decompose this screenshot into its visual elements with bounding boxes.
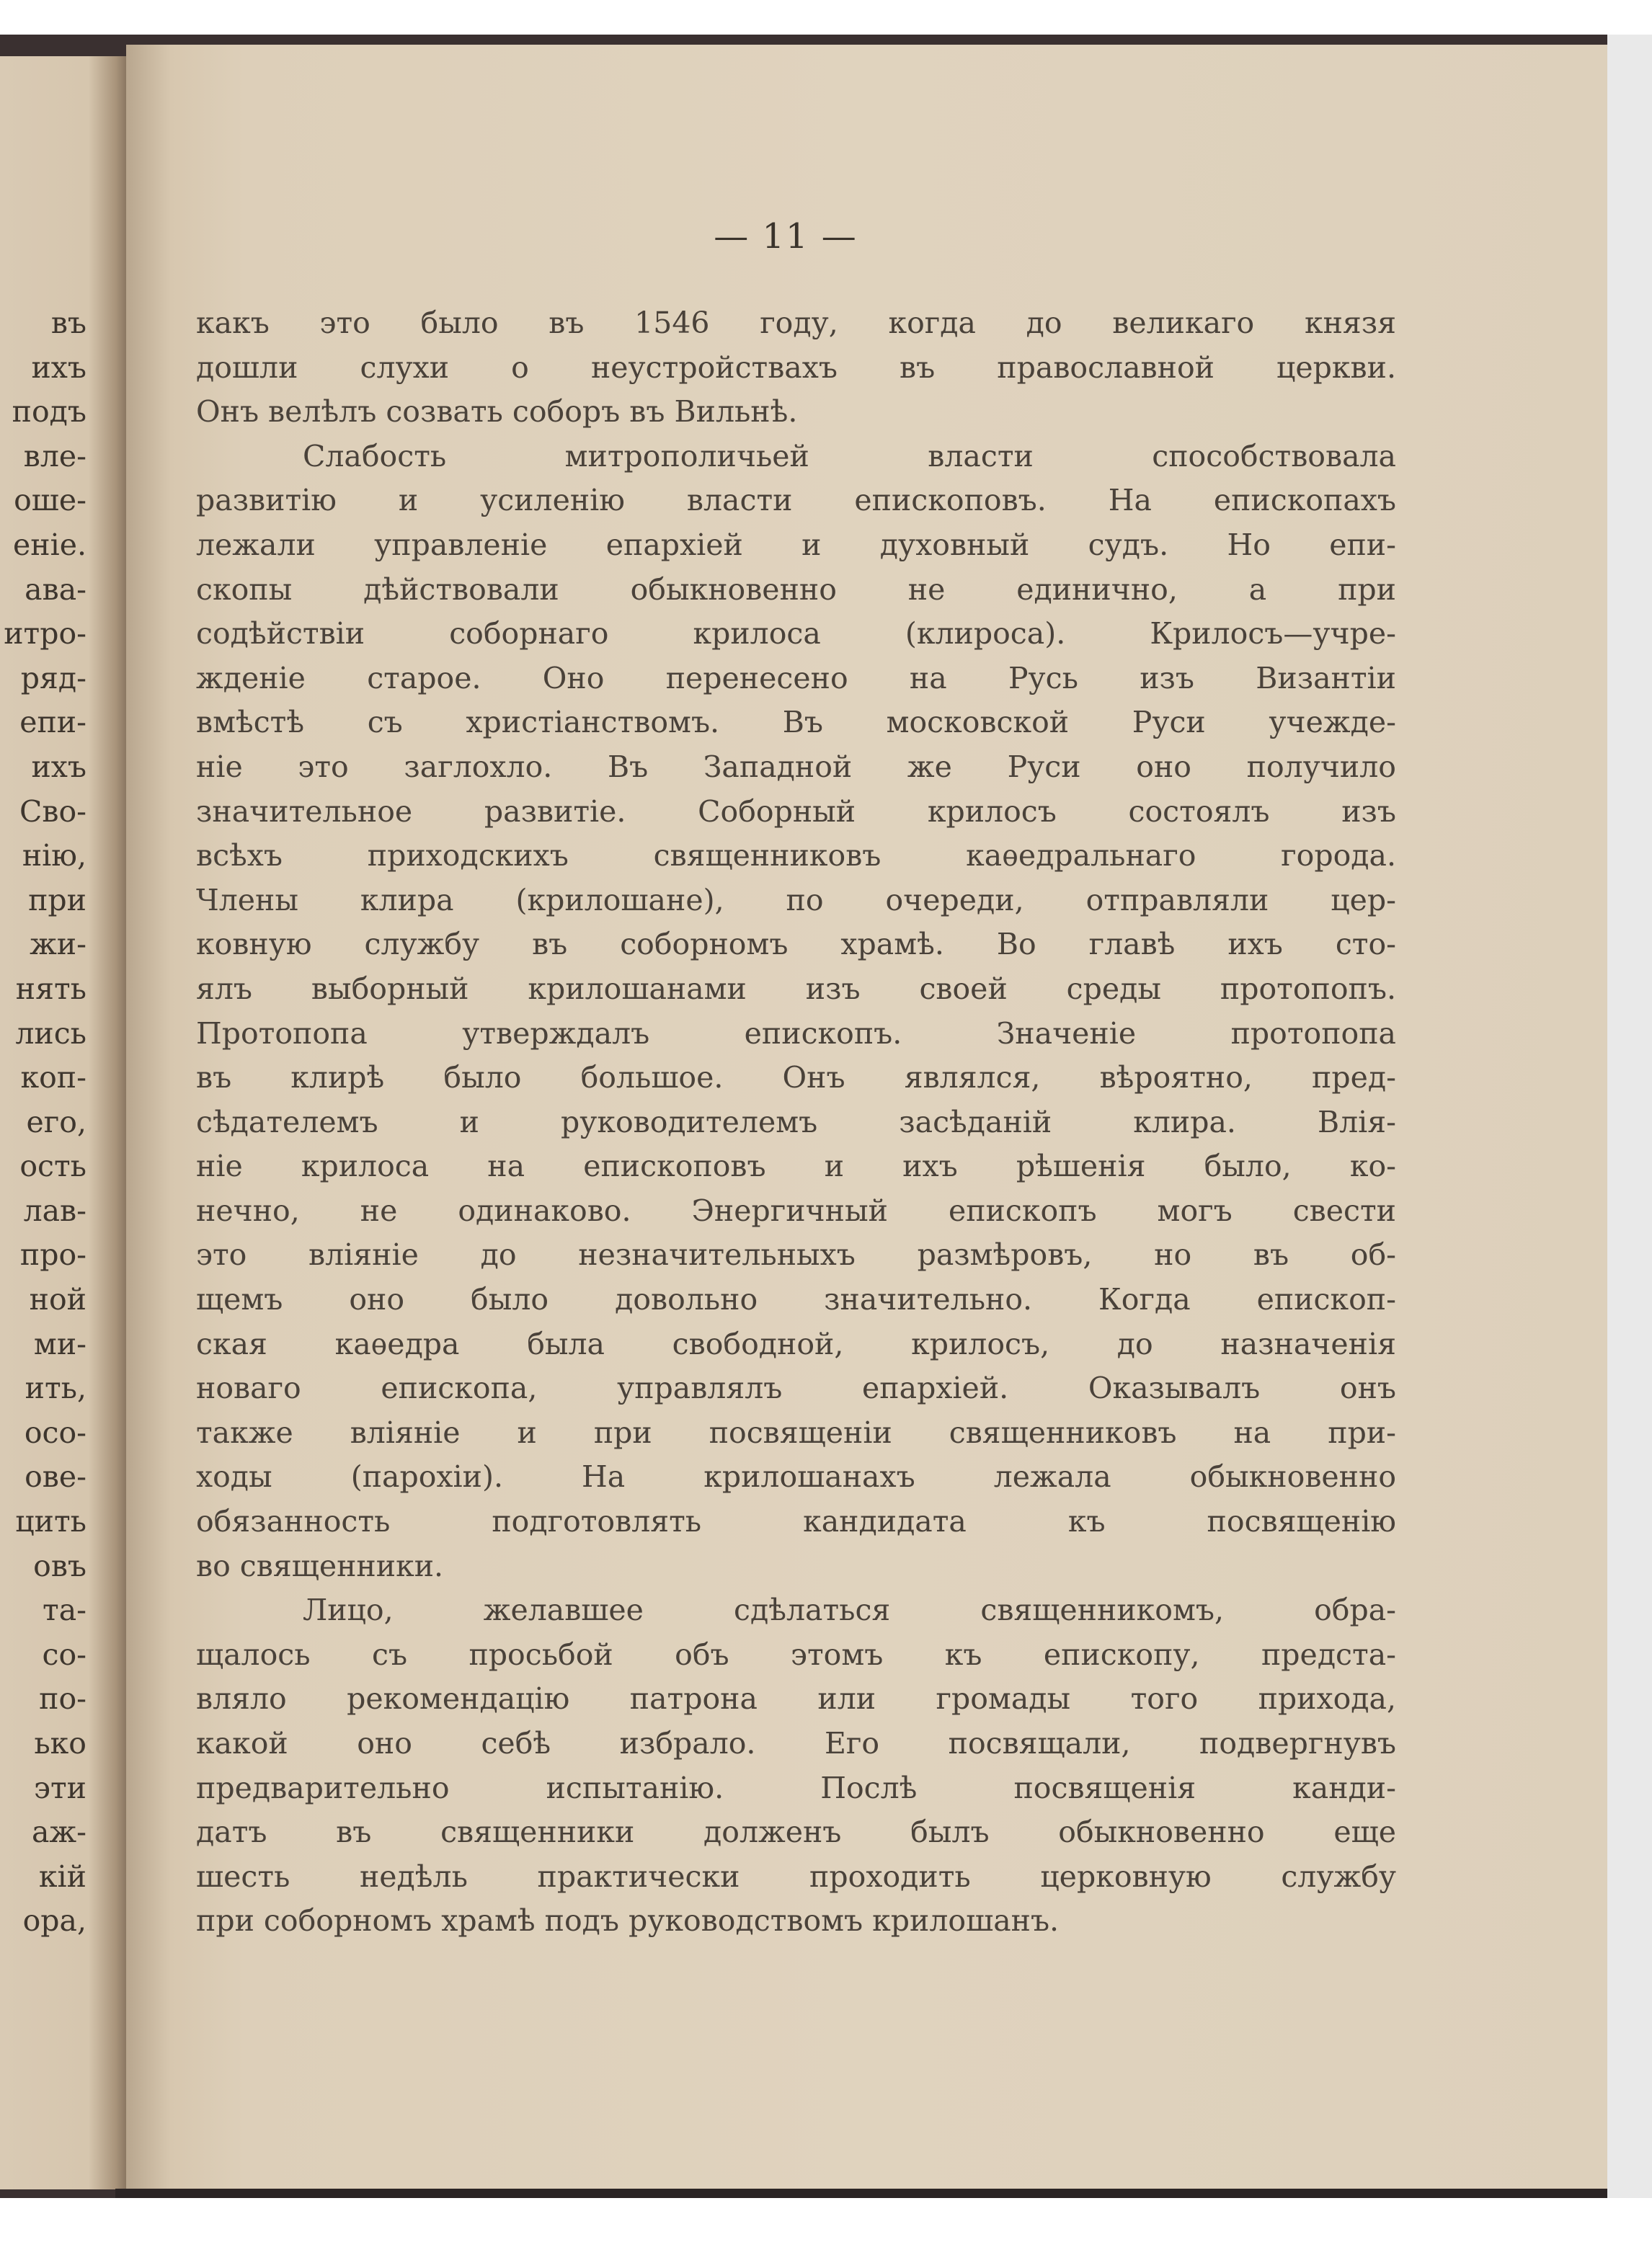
book-bottom-edge	[115, 2189, 1607, 2198]
left-page-fragment: жи-	[30, 927, 86, 962]
left-page-fragment: въ	[50, 306, 86, 340]
text-line: ковную службу въ соборномъ храмѣ. Во главѣ ихъ сто-	[196, 927, 1396, 962]
left-page-fragment: ихъ	[31, 350, 86, 385]
left-page-fragment: кій	[38, 1859, 86, 1894]
left-page-fragment: про-	[19, 1237, 86, 1273]
left-page-fragment: ной	[29, 1282, 86, 1317]
left-page-fragment: Сво-	[19, 793, 86, 829]
left-page-fragment: ора,	[22, 1903, 86, 1939]
page-number: — 11 —	[714, 216, 858, 257]
text-line: ходы (парохіи). На крилошанахъ лежала обыкновенно	[196, 1459, 1396, 1495]
text-line: Члены клира (крилошане), по очереди, отправляли цер-	[196, 882, 1396, 917]
left-page-fragment: ить,	[25, 1371, 86, 1406]
text-line: въ клирѣ было большое. Онъ являлся, вѣроятно, пред-	[196, 1060, 1396, 1095]
left-page-fragment: вле-	[23, 438, 86, 473]
left-page-fragment: ихъ	[31, 749, 86, 784]
text-line: также вліяніе и при посвященіи священниковъ на при-	[196, 1415, 1396, 1450]
text-line: жденіе старое. Оно перенесено на Русь изъ Византіи	[196, 660, 1396, 695]
text-line: содѣйствіи соборнаго крилоса (клироса). Крилосъ—учре-	[196, 616, 1396, 651]
text-line: шесть недѣль практически проходить церковную службу	[196, 1859, 1396, 1894]
text-line: это вліяніе до незначительныхъ размѣровъ, но въ об-	[196, 1237, 1396, 1273]
left-page-fragment: при	[28, 882, 86, 917]
left-page-fragment: коп-	[20, 1060, 86, 1095]
page-body-text	[196, 301, 1396, 1944]
left-page-fragment: овъ	[33, 1548, 86, 1583]
text-line: развитію и усиленію власти епископовъ. На епископахъ	[196, 483, 1396, 518]
left-page-fragment: ми-	[33, 1326, 86, 1361]
text-line: Лицо, желавшее сдѣлаться священникомъ, обра-	[303, 1593, 1396, 1628]
left-page-fragment: осо-	[24, 1415, 86, 1450]
text-line: дошли слухи о неустройствахъ въ православной церкви.	[196, 350, 1396, 385]
left-page-fragment: нять	[15, 971, 86, 1006]
left-page-fragment: нію,	[22, 838, 86, 873]
left-page-fragment: итро-	[4, 616, 86, 651]
left-page-fragment: цить	[15, 1504, 86, 1539]
left-page-fragment: эти	[34, 1770, 86, 1805]
left-page-fragment: ряд-	[20, 660, 86, 695]
text-line: Слабость митрополичьей власти способствовала	[303, 438, 1396, 473]
text-line: какъ это было въ 1546 году, когда до великаго князя	[196, 306, 1396, 340]
text-line: вмѣстѣ съ христіанствомъ. Въ московской Руси учежде-	[196, 705, 1396, 740]
text-line: щалось съ просьбой объ этомъ къ епископу, предста-	[196, 1637, 1396, 1672]
left-page-fragment: аж-	[31, 1815, 86, 1850]
text-line: нечно, не одинаково. Энергичный епископъ могъ свести	[196, 1193, 1396, 1228]
text-line: всѣхъ приходскихъ священниковъ каѳедральнаго города.	[196, 838, 1396, 873]
text-line: новаго епископа, управлялъ епархіей. Оказывалъ онъ	[196, 1371, 1396, 1406]
text-line: во священники.	[196, 1548, 444, 1583]
text-line: значительное развитіе. Соборный крилосъ состоялъ изъ	[196, 793, 1396, 829]
left-page-fragment: ость	[19, 1149, 86, 1184]
left-page-fragment: епи-	[19, 705, 86, 740]
text-line: предварительно испытанію. Послѣ посвященія канди-	[196, 1770, 1396, 1805]
text-line: щемъ оно было довольно значительно. Когда епископ-	[196, 1282, 1396, 1317]
left-page-fragment: со-	[42, 1637, 86, 1672]
left-page-text-fragments	[0, 301, 86, 1944]
left-page-fragment: лав-	[23, 1193, 86, 1228]
left-page-fragment: ько	[34, 1726, 86, 1761]
left-page-fragment: по-	[39, 1681, 86, 1717]
scan-margin	[1607, 35, 1652, 2198]
left-page-fragment: лись	[15, 1015, 86, 1051]
text-line: сѣдателемъ и руководителемъ засѣданій клира. Влія-	[196, 1104, 1396, 1139]
text-line: при соборномъ храмѣ подъ руководствомъ крилошанъ.	[196, 1903, 1060, 1939]
text-line: ніе это заглохло. Въ Западной же Руси оно получило	[196, 749, 1396, 784]
text-line: обязанность подготовлять кандидата къ посвященію	[196, 1504, 1396, 1539]
text-line: вляло рекомендацію патрона или громады того прихода,	[196, 1681, 1396, 1717]
left-page-fragment: подъ	[12, 394, 86, 430]
left-page-fragment: еніе.	[13, 527, 86, 562]
text-line: скопы дѣйствовали обыкновенно не единично, а при	[196, 571, 1396, 607]
text-line: Онъ велѣлъ созвать соборъ въ Вильнѣ.	[196, 394, 798, 430]
text-line: ялъ выборный крилошанами изъ своей среды протопопъ.	[196, 971, 1396, 1006]
left-page-fragment: оше-	[14, 483, 86, 518]
text-line: ская каѳедра была свободной, крилосъ, до назначенія	[196, 1326, 1396, 1361]
left-page-fragment: его,	[26, 1104, 86, 1139]
text-line: датъ въ священники долженъ былъ обыкновенно еще	[196, 1815, 1396, 1850]
text-line: Протопопа утверждалъ епископъ. Значеніе протопопа	[196, 1015, 1396, 1051]
left-page-fragment: ове-	[25, 1459, 86, 1495]
text-line: ніе крилоса на епископовъ и ихъ рѣшенія было, ко-	[196, 1149, 1396, 1184]
left-page-fragment: та-	[43, 1593, 86, 1628]
left-page-fragment: ава-	[25, 571, 86, 607]
text-line: лежали управленіе епархіей и духовный судъ. Но епи-	[196, 527, 1396, 562]
text-line: какой оно себѣ избрало. Его посвящали, подвергнувъ	[196, 1726, 1396, 1761]
